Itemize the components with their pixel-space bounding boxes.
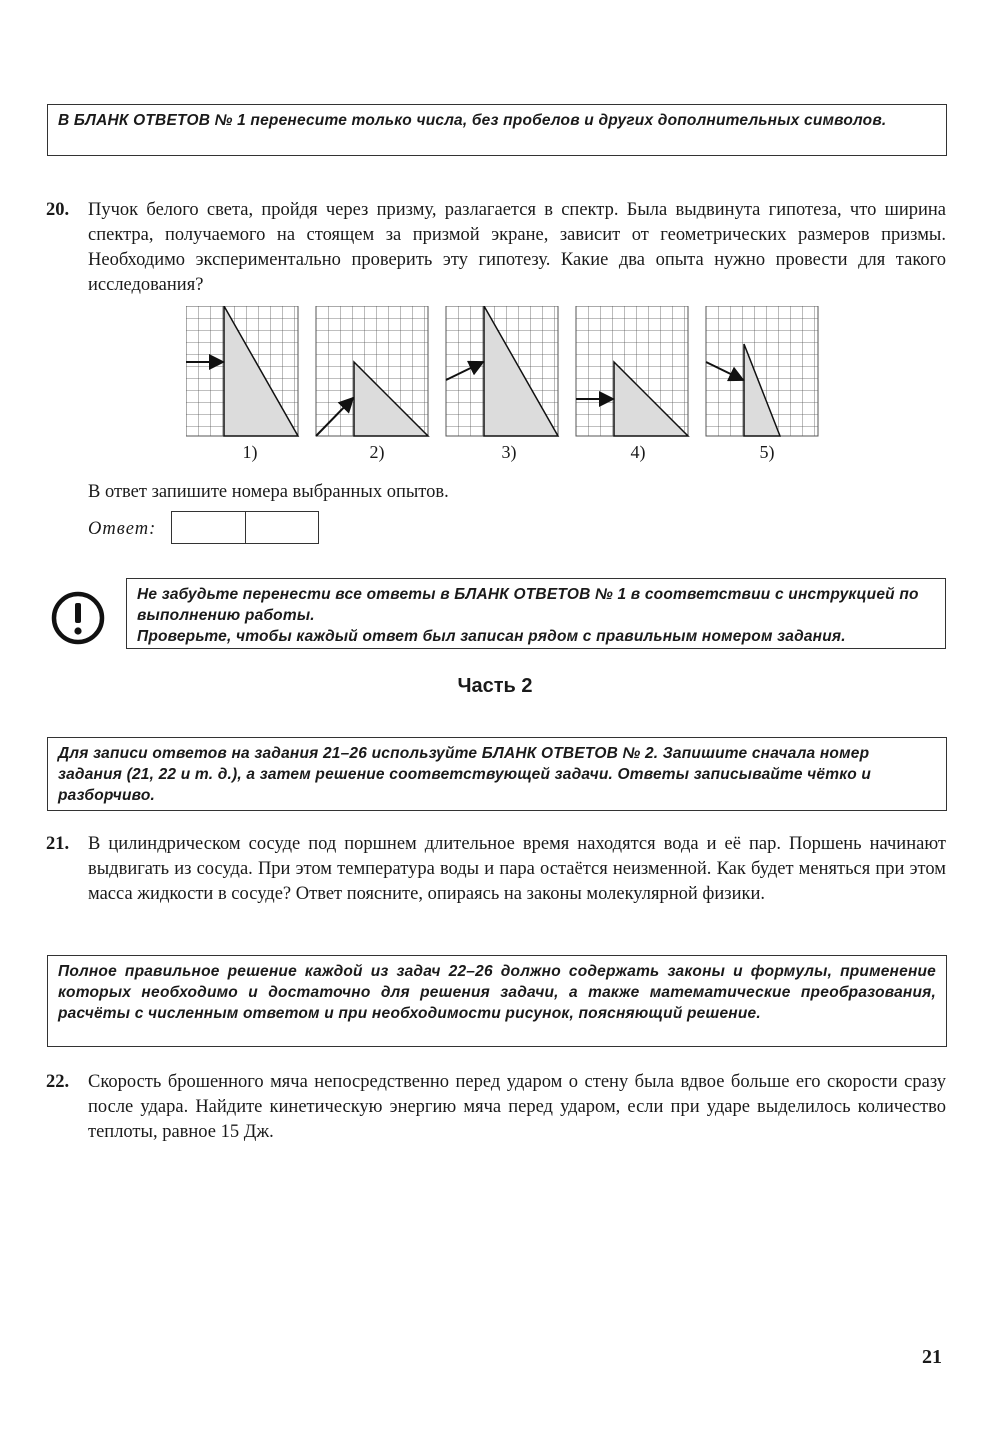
exclamation-circle-icon	[50, 590, 106, 646]
reminder-line-1: Не забудьте перенести все ответы в БЛАНК ОТВЕТОВ № 1 в соответствии с инструкцией по выполнению работы.	[137, 586, 919, 624]
reminder-line-2: Проверьте, чтобы каждый ответ был записан рядом с правильным номером задания.	[137, 628, 846, 645]
figure-1	[186, 306, 298, 436]
figure-5	[706, 306, 818, 436]
notice-22-26-text: Полное правильное решение каждой из задач 22–26 должно содержать законы и формулы, применение которых необходимо и достаточно для решения задачи, а также математические преобразования, расчёты с численным ответом и при необходимости рисунок, поясняющий решение.	[58, 963, 936, 1022]
task-number: 21.	[46, 834, 70, 854]
figure-label-5: 5)	[759, 442, 775, 462]
figure-label-4: 4)	[630, 442, 646, 462]
answer-label: Ответ:	[88, 519, 157, 539]
figure-4	[576, 306, 688, 436]
notice-22-26	[47, 955, 947, 1047]
answer-box[interactable]	[171, 511, 319, 544]
reminder-box	[126, 578, 946, 649]
task-text: Скорость брошенного мяча непосредственно перед ударом о стену была вдвое больше его скорости сразу после удара. Найдите кинетическую энергию мяча перед ударом, если при ударе выделилось количество теплоты, равное 15 Дж.	[88, 1072, 946, 1142]
figure-2	[316, 306, 428, 436]
page-number: 21	[922, 1346, 942, 1368]
prism-figures	[186, 306, 820, 440]
notice-top	[47, 104, 947, 156]
part2-notice	[47, 737, 947, 811]
figure-3	[446, 306, 558, 436]
figure-label-1: 1)	[242, 442, 258, 462]
figure-label-2: 2)	[369, 442, 385, 462]
task-text: В цилиндрическом сосуде под поршнем длительное время находятся вода и её пар. Поршень начинают выдвигать из сосуда. При этом температура воды и пара остаётся неизменной. Как будет меняться при этом масса жидкости в сосуде? Ответ поясните, опираясь на законы молекулярной физики.	[88, 834, 946, 904]
figure-label-3: 3)	[501, 442, 517, 462]
answer-cell-2[interactable]	[245, 512, 319, 543]
answer-cell-1[interactable]	[172, 512, 245, 543]
task-20	[46, 198, 946, 298]
task-text: Пучок белого света, пройдя через призму, разлагается в спектр. Была выдвинута гипотеза, что ширина спектра, получаемого на стоящем за призмой экране, зависит от геометрических размеров призмы. Необходимо экспериментально проверить эту гипотезу. Какие два опыта нужно провести для такого исследования?	[88, 200, 946, 295]
notice-top-text: В БЛАНК ОТВЕТОВ № 1 перенесите только числа, без пробелов и других дополнительных символов.	[58, 112, 887, 129]
task-21	[46, 832, 946, 907]
task-number: 22.	[46, 1072, 70, 1092]
task-20-instruction	[46, 480, 946, 505]
task-22	[46, 1070, 946, 1145]
task-number: 20.	[46, 200, 70, 220]
instruction-text: В ответ запишите номера выбранных опытов.	[88, 482, 449, 502]
part-title: Часть 2	[457, 675, 533, 697]
part2-notice-text: Для записи ответов на задания 21–26 используйте БЛАНК ОТВЕТОВ № 2. Запишите сначала номер задания (21, 22 и т. д.), а затем решение соответствующей задачи. Ответы записывайте чётко и разборчиво.	[58, 745, 872, 804]
